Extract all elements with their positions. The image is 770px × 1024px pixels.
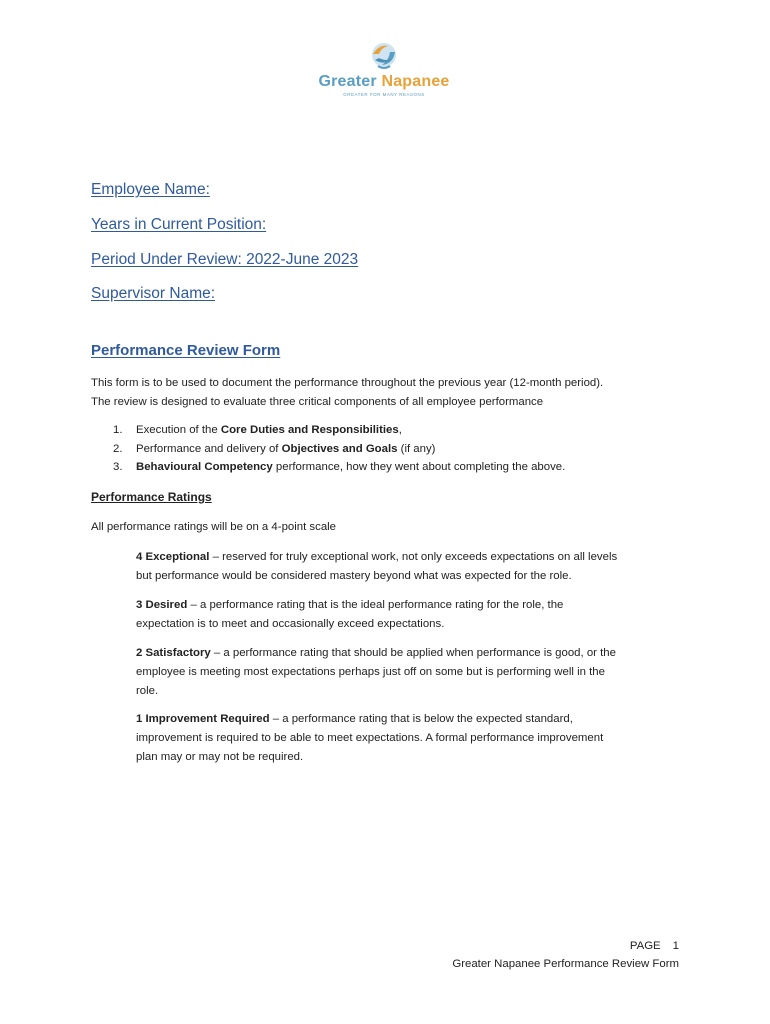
period-under-review-field: Period Under Review: 2022-June 2023 [91,251,359,268]
rating-satisfactory: 2 Satisfactory – a performance rating that should be applied when performance is good, or the employee is meeting most expectations perhaps just off on some but is performing well in the role. [136,647,616,697]
supervisor-name-field: Supervisor Name: [91,285,216,302]
rating-scale-text: All performance ratings will be on a 4-point scale [91,521,337,533]
components-list [91,421,565,477]
logo-tagline: GREATER FOR MANY REASONS [343,92,425,97]
intro-text-line-1: This form is to be used to document the performance throughout the previous year (12-month period). [91,377,604,389]
list-item: 2. Performance and delivery of Objectives and Goals (if any) [113,442,436,455]
logo-wordmark: Greater Napanee [318,73,450,90]
performance-ratings-heading: Performance Ratings [91,490,212,504]
page-number: PAGE 1 [629,940,679,952]
list-item: 1. Execution of the Core Duties and Responsibilities, [113,424,402,436]
list-item: 3. Behavioural Competency performance, how they went about completing the above. [113,461,566,473]
years-in-position-field: Years in Current Position: [91,216,267,233]
intro-text-line-2: The review is designed to evaluate three critical components of all employee performance [91,396,544,408]
footer-title: Greater Napanee Performance Review Form [452,958,679,970]
form-title: Performance Review Form [91,342,281,359]
greater-napanee-logo [318,40,450,97]
rating-desired: 3 Desired – a performance rating that is the ideal performance rating for the role, the expectation is to meet and occasionally exceed expectations. [136,599,564,630]
rating-exceptional: 4 Exceptional – reserved for truly exceptional work, not only exceeds expectations on all levels but performance would be considered mastery beyond what was expected for the role. [136,551,618,582]
employee-name-field: Employee Name: [91,181,210,198]
rating-improvement-required: 1 Improvement Required – a performance rating that is below the expected standard, improvement is required to be able to meet expectations. A formal performance improvement plan may or may not be required. [136,713,604,763]
logo-emblem-icon [369,40,399,72]
